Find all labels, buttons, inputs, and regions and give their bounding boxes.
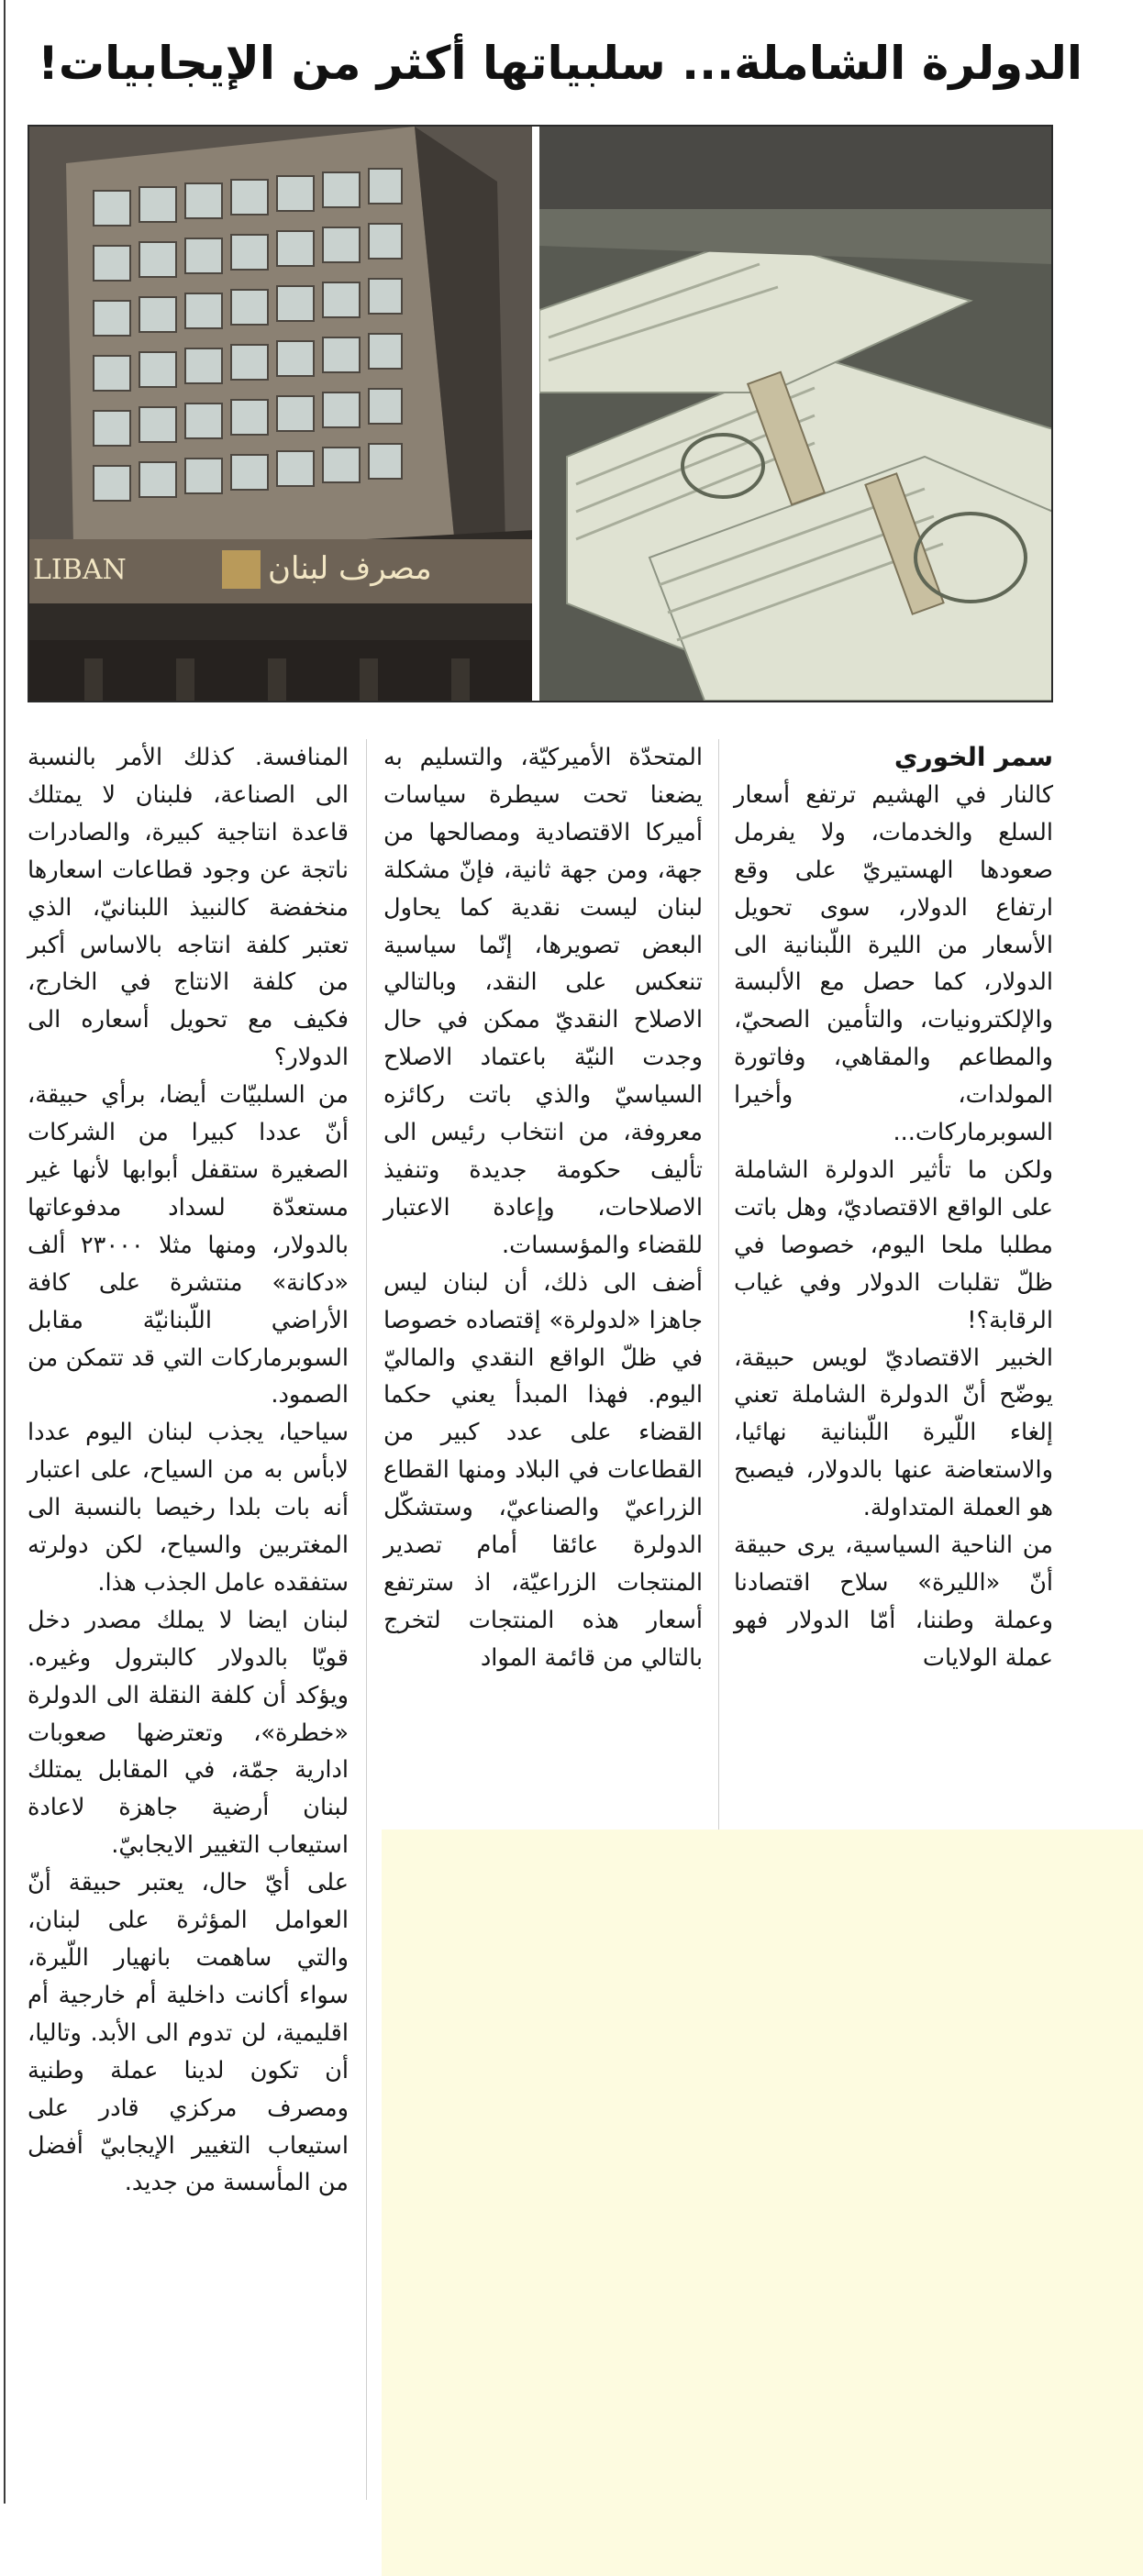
paragraph: من الناحية السياسية، يرى حبيقة أنّ «الليرة» سلاح اقتصادنا وعملة وطننا، أمّا الدولار فهو عملة الولايات [734,1531,1053,1672]
column-divider-2 [366,739,367,2500]
central-bank-building-photo [29,127,532,701]
author-byline: سمر الخوري [893,742,1053,772]
paragraph: أضف الى ذلك، أن لبنان ليس جاهزا «لدولرة» إقتصاده خصوصا في ظلّ الواقع النقدي والماليّ اليوم. فهذا المبدأ يعني حكما القضاء على عدد كبير من القطاعات في البلاد ومنها القطاع الزراعيّ والصناعيّ، وستشكّل الدولرة عائقا أمام تصدير المنتجات الزراعيّة، اذ سترتفع أسعار هذه المنتجات لتخرج بالتالي من قائمة المواد [383,1268,703,1672]
paragraph: لبنان ايضا لا يملك مصدر دخل قويّا بالدولار كالبترول وغيره. ويؤكد أن كلفة النقلة الى الدولرة «خطرة»، وتعترضها صعوبات ادارية جمّة، في المقابل يمتلك لبنان أرضية جاهزة لاعادة استيعاب التغيير الايجابيّ. [28,1606,349,1860]
paragraph: كالنار في الهشيم ترتفع أسعار السلع والخدمات، ولا يفرمل صعودها الهستيريّ على وقع ارتفاع الدولار، سوى تحويل الأسعار من الليرة اللّبنانية الى الدولار، كما حصل مع الألبسة والإلكترونيات، والتأمين الصحيّ، والمطاعم والمقاهي، وفاتورة المولدات، وأخيرا السوبرماركات... [734,780,1053,1147]
bank-building-illustration [29,127,532,701]
paragraph: المتحدّة الأميركيّة، والتسليم به يضعنا تحت سيطرة سياسات أميركا الاقتصادية ومصالحها من جهة، ومن جهة ثانية، فإنّ مشكلة لبنان ليست نقدية كما يحاول البعض تصويرها، إنّما سياسية تنعكس على النقد، وبالتالي الاصلاح النقديّ ممكن في حال وجدت النيّة باعتماد الاصلاح السياسيّ والذي باتت ركائزه معروفة، من انتخاب رئيس الى تأليف حكومة جديدة وتنفيذ الاصلاحات، وإعادة الاعتبار للقضاء والمؤسسات. [383,744,703,1259]
paragraph: الخبير الاقتصاديّ لويس حبيقة، يوضّح أنّ الدولرة الشاملة تعني إلغاء اللّيرة اللّبنانية نهائيا، والاستعاضة عنها بالدولار، فيصبح هو العملة المتداولة. [734,1343,1053,1522]
paragraph: ولكن ما تأثير الدولرة الشاملة على الواقع الاقتصاديّ، وهل باتت مطلبا ملحا اليوم، خصوصا في ظلّ تقلبات الدولار وفي غياب الرقابة؟! [734,1155,1053,1334]
paragraph: من السلبيّات أيضا، برأي حبيقة، أنّ عددا كبيرا من الشركات الصغيرة ستقفل أبوابها لأنها غير مستعدّة لسداد مدفوعاتها بالدولار، ومنها مثلا ٢٣٠٠٠ ألف «دكانة» منتشرة على كافة الأراضي اللّبنانيّة مقابل السوبرماركات التي قد تتمكن من الصمود. [28,1081,349,1410]
bank-sign-arabic: مصرف لبنان [268,550,432,587]
column-divider-1 [718,739,719,1830]
page-left-rule [4,0,6,2504]
paragraph: على أيّ حال، يعتبر حبيقة أنّ العوامل المؤثرة على لبنان، والتي ساهمت بانهيار اللّيرة، سواء أكانت داخلية أم خارجية أم اقليمية، لن تدوم الى الأبد. وتاليا، أن تكون لدينا عملة وطنية ومصرف مركزي قادر على استيعاب التغيير الإيجابيّ أفضل من المأسسة من جديد. [28,1869,349,2197]
paragraph: سياحيا، يجذب لبنان اليوم عددا لابأس به من السياح، على اعتبار أنه بات بلدا رخيصا بالنسبة الى المغتربين والسياح، لكن دولرته ستفقده عامل الجذب هذا. [28,1419,349,1597]
bank-sign-latin: LIBAN [33,554,127,586]
money-stacks-photo [539,127,1051,701]
article-headline: الدولرة الشاملة... سلبياتها أكثر من الإيجابيات! [38,37,1082,90]
blank-ad-space [382,1830,1143,2576]
article-column-2 [383,739,703,1677]
money-stacks-illustration [539,127,1051,701]
article-photo-strip [28,125,1053,702]
paragraph: المنافسة. كذلك الأمر بالنسبة الى الصناعة، فلبنان لا يمتلك قاعدة انتاجية كبيرة، والصادرات ناتجة عن وجود قطاعات اسعارها منخفضة كالنبيذ اللبنانيّ، الذي تعتبر كلفة انتاجه بالاساس أكبر من كلفة الانتاج في الخارج، فكيف مع تحويل أسعاره الى الدولار؟ [28,744,349,1072]
article-column-1 [734,739,1053,1677]
article-column-3 [28,739,349,2202]
